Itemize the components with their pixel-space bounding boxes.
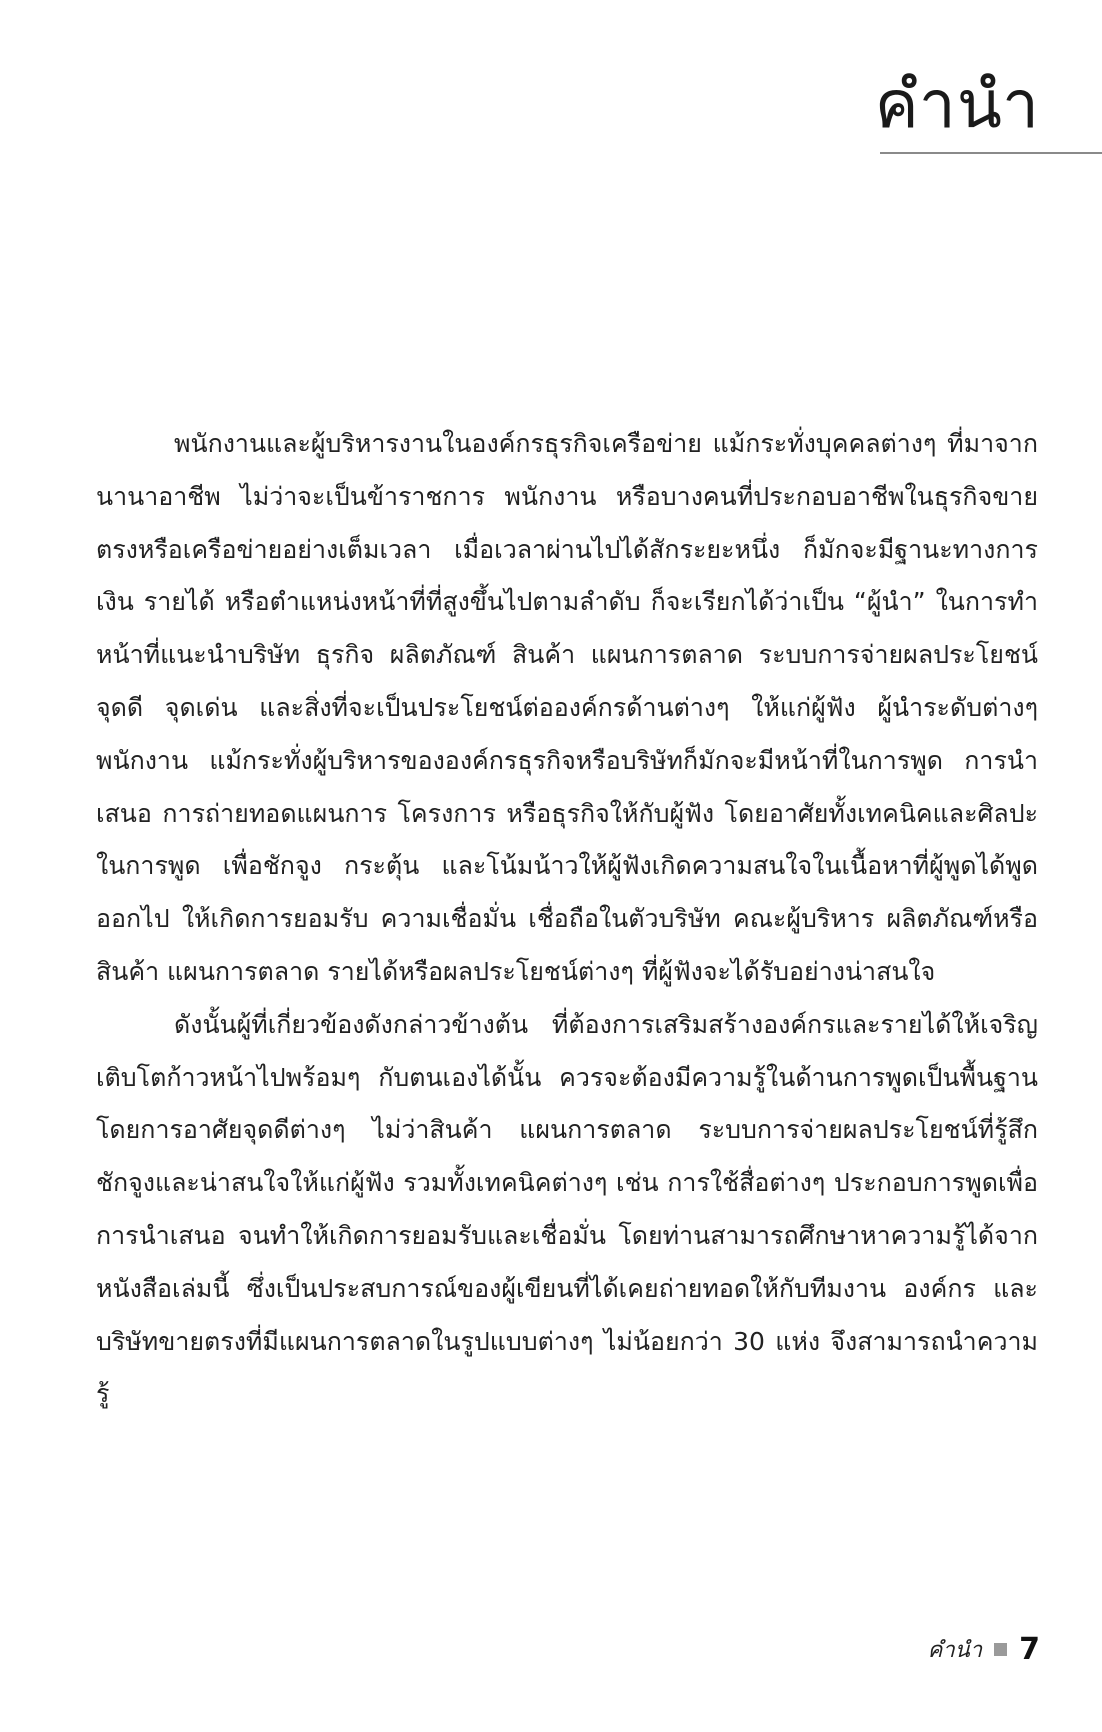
body-text (96, 418, 1038, 1421)
paragraph-2: ดังนั้นผู้ที่เกี่ยวข้องดังกล่าวข้างต้น ที่ต้องการเสริมสร้างองค์กรและรายได้ให้เจริญเติบโตก้าวหน้าไปพร้อมๆ กับตนเองได้นั้น ควรจะต้องมีความรู้ในด้านการพูดเป็นพื้นฐาน โดยการอาศัยจุดดีต่างๆ ไม่ว่าสินค้า แผนการตลาด ระบบการจ่ายผลประโยชน์ที่รู้สึกชักจูงและน่าสนใจให้แก่ผู้ฟัง รวมทั้งเทคนิคต่างๆ เช่น การใช้สื่อต่างๆ ประกอบการพูดเพื่อการนำเสนอ จนทำให้เกิดการยอมรับและเชื่อมั่น โดยท่านสามารถศึกษาหาความรู้ได้จากหนังสือเล่มนี้ ซึ่งเป็นประสบการณ์ของผู้เขียนที่ได้เคยถ่ายทอดให้กับทีมงาน องค์กร และบริษัทขายตรงที่มีแผนการตลาดในรูปแบบต่างๆ ไม่น้อยกว่า 30 แห่ง จึงสามารถนำความรู้ (96, 1009, 1038, 1409)
title-underline-rule (880, 152, 1102, 154)
page-number: 7 (1019, 1632, 1040, 1667)
paragraph-1: พนักงานและผู้บริหารงานในองค์กรธุรกิจเครือข่าย แม้กระทั่งบุคคลต่างๆ ที่มาจากนานาอาชีพ ไม่ว่าจะเป็นข้าราชการ พนักงาน หรือบางคนที่ประกอบอาชีพในธุรกิจขายตรงหรือเครือข่ายอย่างเต็มเวลา เมื่อเวลาผ่านไปได้สักระยะหนึ่ง ก็มักจะมีฐานะทางการเงิน รายได้ หรือตำแหน่งหน้าที่ที่สูงขึ้นไปตามลำดับ ก็จะเรียกได้ว่าเป็น “ผู้นำ” ในการทำหน้าที่แนะนำบริษัท ธุรกิจ ผลิตภัณฑ์ สินค้า แผนการตลาด ระบบการจ่ายผลประโยชน์ จุดดี จุดเด่น และสิ่งที่จะเป็นประโยชน์ต่อองค์กรด้านต่างๆ ให้แก่ผู้ฟัง ผู้นำระดับต่างๆ พนักงาน แม้กระทั่งผู้บริหารขององค์กรธุรกิจหรือบริษัทก็มักจะมีหน้าที่ในการพูด การนำเสนอ การถ่ายทอดแผนการ โครงการ หรือธุรกิจให้กับผู้ฟัง โดยอาศัยทั้งเทคนิคและศิลปะในการพูด เพื่อชักจูง กระตุ้น และโน้มน้าวให้ผู้ฟังเกิดความสนใจในเนื้อหาที่ผู้พูดได้พูดออกไป ให้เกิดการยอมรับ ความเชื่อมั่น เชื่อถือในตัวบริษัท คณะผู้บริหาร ผลิตภัณฑ์หรือสินค้า แผนการตลาด รายได้หรือผลประโยชน์ต่างๆ ที่ผู้ฟังจะได้รับอย่างน่าสนใจ (96, 429, 1038, 986)
running-head: คำนำ (927, 1638, 983, 1663)
chapter-title: คำนำ (874, 66, 1040, 143)
footer-square-icon (994, 1643, 1007, 1656)
page-footer (928, 1632, 1040, 1667)
